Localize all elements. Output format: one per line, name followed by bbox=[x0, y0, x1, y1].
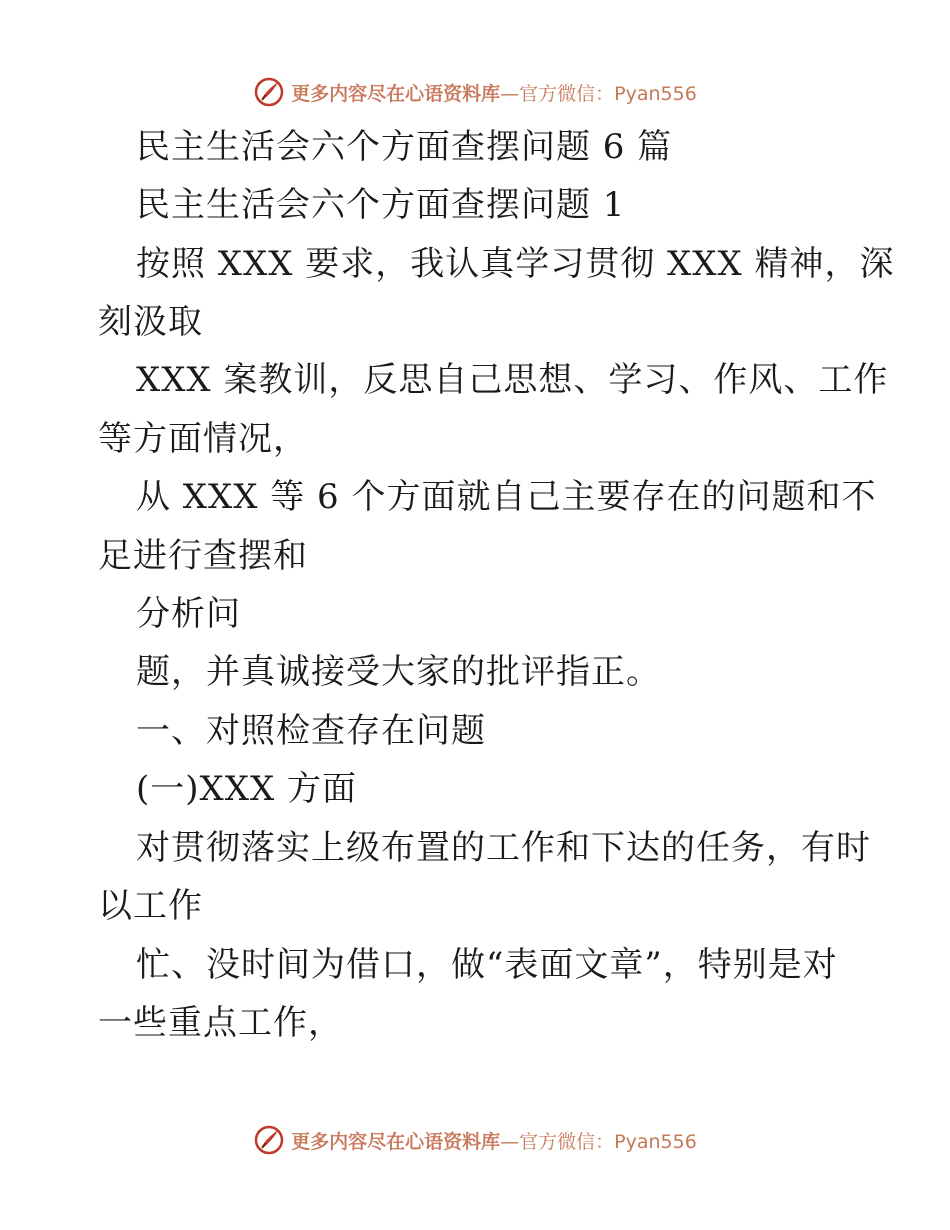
quill-logo-icon bbox=[253, 1124, 285, 1156]
paragraph-line: 对贯彻落实上级布置的工作和下达的任务，有时 bbox=[136, 828, 871, 868]
paragraph-line: 从 XXX 等 6 个方面就自己主要存在的问题和不 bbox=[136, 477, 877, 517]
document-title: 民主生活会六个方面查摆问题 6 篇 bbox=[136, 127, 673, 167]
paragraph-line: 等方面情况， bbox=[98, 419, 308, 459]
watermark-contact: —官方微信：Pyan556 bbox=[500, 1130, 697, 1153]
paragraph-line: 忙、没时间为借口，做“表面文章”，特别是对 bbox=[136, 945, 838, 985]
footer-watermark bbox=[0, 1120, 950, 1160]
watermark-text bbox=[291, 1127, 697, 1154]
watermark-brand: 更多内容尽在心语资料库 bbox=[291, 82, 501, 105]
watermark-contact: —官方微信：Pyan556 bbox=[500, 82, 697, 105]
subsection-heading: 一、对照检查存在问题 bbox=[136, 711, 486, 751]
paragraph-line: 题，并真诚接受大家的批评指正。 bbox=[136, 652, 661, 692]
header-watermark bbox=[0, 72, 950, 112]
paragraph-line: XXX 案教训，反思自己思想、学习、作风、工作 bbox=[136, 360, 889, 400]
quill-logo-icon bbox=[253, 76, 285, 108]
paragraph-line: 足进行查摆和 bbox=[98, 536, 308, 576]
paragraph-line: 分析问 bbox=[136, 594, 241, 634]
section-heading: 民主生活会六个方面查摆问题 1 bbox=[136, 185, 626, 225]
subsection-heading: (一)XXX 方面 bbox=[136, 769, 357, 809]
paragraph-line: 刻汲取 bbox=[98, 302, 203, 342]
paragraph-line: 按照 XXX 要求，我认真学习贯彻 XXX 精神，深 bbox=[136, 244, 895, 284]
watermark-text bbox=[291, 79, 697, 106]
watermark-brand: 更多内容尽在心语资料库 bbox=[291, 1130, 501, 1153]
paragraph-line: 一些重点工作， bbox=[98, 1003, 343, 1043]
paragraph-line: 以工作 bbox=[98, 886, 203, 926]
